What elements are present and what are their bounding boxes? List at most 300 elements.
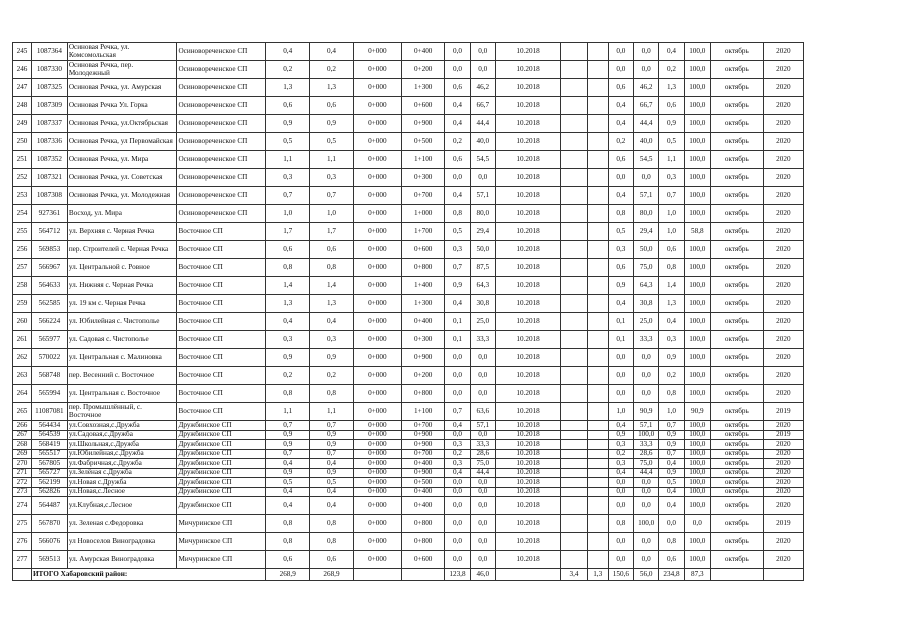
value-g: 100,0 — [684, 97, 710, 115]
row-number: 252 — [13, 169, 32, 187]
value-b — [561, 97, 587, 115]
value-c — [587, 497, 608, 515]
chainage-end: 0+600 — [402, 97, 445, 115]
survey-date: 10.2018 — [495, 259, 560, 277]
street-name: ул. Юбилейная с. Чистополье — [67, 313, 177, 331]
value-d: 0,0 — [608, 487, 633, 497]
table-row — [13, 367, 804, 385]
chainage-start: 0+000 — [353, 205, 402, 223]
value-g: 100,0 — [684, 551, 710, 569]
survey-date: 10.2018 — [495, 43, 560, 61]
settlement-name: Осиновореченское СП — [177, 79, 266, 97]
value-e: 0,0 — [634, 43, 659, 61]
repair-year: 2020 — [763, 43, 803, 61]
value-d: 0,2 — [608, 133, 633, 151]
chainage-end: 0+600 — [402, 241, 445, 259]
length: 1,1 — [266, 403, 310, 421]
row-number: 254 — [13, 205, 32, 223]
value-g: 100,0 — [684, 205, 710, 223]
survey-date: 10.2018 — [495, 151, 560, 169]
value-d: 1,0 — [608, 403, 633, 421]
value-d: 0,5 — [608, 223, 633, 241]
length: 0,2 — [266, 367, 310, 385]
street-name: Осиновая Речка, ул. Советская — [67, 169, 177, 187]
chainage-end: 0+400 — [402, 313, 445, 331]
value-e: 0,0 — [634, 385, 659, 403]
value-b — [561, 459, 587, 469]
value-d: 0,1 — [608, 313, 633, 331]
street-name: Осиновая Речка, ул. Молодежная — [67, 187, 177, 205]
repair-month: октябрь — [710, 459, 763, 469]
value-d: 0,0 — [608, 61, 633, 79]
survey-date: 10.2018 — [495, 169, 560, 187]
repair-year: 2020 — [763, 331, 803, 349]
road-id: 564633 — [31, 277, 67, 295]
repair-month: октябрь — [710, 430, 763, 440]
chainage-start: 0+000 — [353, 259, 402, 277]
value-e: 66,7 — [634, 97, 659, 115]
percent: 33,3 — [470, 331, 495, 349]
table-row — [13, 533, 804, 551]
survey-date: 10.2018 — [495, 331, 560, 349]
total-value-d: 150,6 — [608, 569, 633, 581]
length: 0,6 — [266, 241, 310, 259]
value-g: 58,8 — [684, 223, 710, 241]
value-b — [561, 478, 587, 488]
value-b — [561, 115, 587, 133]
total-value-b: 3,4 — [561, 569, 587, 581]
street-name: ул.Зелёная с.Дружба — [67, 468, 177, 478]
row-number: 270 — [13, 459, 32, 469]
total-value-a: 123,8 — [445, 569, 470, 581]
table-row — [13, 61, 804, 79]
table-row — [13, 79, 804, 97]
survey-date: 10.2018 — [495, 313, 560, 331]
value-g: 100,0 — [684, 295, 710, 313]
length: 0,9 — [266, 349, 310, 367]
length: 0,9 — [266, 115, 310, 133]
percent: 0,0 — [470, 478, 495, 488]
value-c — [587, 277, 608, 295]
row-number: 277 — [13, 551, 32, 569]
row-number: 260 — [13, 313, 32, 331]
row-number: 271 — [13, 468, 32, 478]
value-f: 0,5 — [659, 478, 684, 488]
street-name: ул. Зеленая с.Федоровка — [67, 515, 177, 533]
value-a: 0,9 — [445, 277, 470, 295]
percent: 28,6 — [470, 449, 495, 459]
length: 1,7 — [266, 223, 310, 241]
repair-year: 2020 — [763, 115, 803, 133]
value-f: 0,4 — [659, 487, 684, 497]
value-f: 0,3 — [659, 331, 684, 349]
chainage-end: 1+100 — [402, 403, 445, 421]
row-number: 268 — [13, 440, 32, 450]
table-row — [13, 313, 804, 331]
value-c — [587, 151, 608, 169]
street-name: Осиновая Речка, ул.Октябрьская — [67, 115, 177, 133]
value-b — [561, 187, 587, 205]
repair-month: октябрь — [710, 468, 763, 478]
repair-month: октябрь — [710, 205, 763, 223]
value-e: 57,1 — [634, 187, 659, 205]
value-c — [587, 367, 608, 385]
repair-year: 2019 — [763, 515, 803, 533]
value-f: 0,8 — [659, 259, 684, 277]
value-g: 100,0 — [684, 277, 710, 295]
value-c — [587, 223, 608, 241]
length-2: 1,7 — [310, 223, 353, 241]
value-e: 75,0 — [634, 259, 659, 277]
value-f: 0,5 — [659, 133, 684, 151]
row-number: 272 — [13, 478, 32, 488]
value-e: 46,2 — [634, 79, 659, 97]
value-a: 0,3 — [445, 440, 470, 450]
value-b — [561, 403, 587, 421]
total-row — [13, 569, 804, 581]
street-name: ул Новоселов Виноградовка — [67, 533, 177, 551]
value-d: 0,8 — [608, 515, 633, 533]
chainage-start: 0+000 — [353, 79, 402, 97]
row-number: 276 — [13, 533, 32, 551]
total-value-e: 56,0 — [634, 569, 659, 581]
value-g: 100,0 — [684, 61, 710, 79]
value-a: 0,0 — [445, 61, 470, 79]
table-row — [13, 349, 804, 367]
percent: 66,7 — [470, 97, 495, 115]
chainage-start: 0+000 — [353, 61, 402, 79]
survey-date: 10.2018 — [495, 430, 560, 440]
chainage-end: 0+700 — [402, 421, 445, 431]
value-d: 0,2 — [608, 449, 633, 459]
length-2: 0,7 — [310, 187, 353, 205]
value-f: 0,9 — [659, 440, 684, 450]
value-d: 0,6 — [608, 79, 633, 97]
row-number: 259 — [13, 295, 32, 313]
value-c — [587, 295, 608, 313]
repair-month: октябрь — [710, 367, 763, 385]
value-b — [561, 79, 587, 97]
survey-date: 10.2018 — [495, 533, 560, 551]
table-row — [13, 97, 804, 115]
chainage-start: 0+000 — [353, 459, 402, 469]
value-a: 0,0 — [445, 497, 470, 515]
value-e: 33,3 — [634, 331, 659, 349]
length: 0,9 — [266, 440, 310, 450]
street-name: ул. 19 км с. Черная Речка — [67, 295, 177, 313]
value-e: 64,3 — [634, 277, 659, 295]
value-a: 0,6 — [445, 151, 470, 169]
chainage-start: 0+000 — [353, 487, 402, 497]
value-f: 0,2 — [659, 367, 684, 385]
length-2: 0,7 — [310, 421, 353, 431]
street-name: ул.Клубная,с.Лесное — [67, 497, 177, 515]
length-2: 0,2 — [310, 367, 353, 385]
length: 0,3 — [266, 331, 310, 349]
value-b — [561, 449, 587, 459]
road-table — [12, 42, 804, 581]
chainage-end: 1+100 — [402, 151, 445, 169]
value-a: 0,8 — [445, 205, 470, 223]
chainage-end: 0+400 — [402, 43, 445, 61]
road-id: 1087308 — [31, 187, 67, 205]
value-g: 100,0 — [684, 79, 710, 97]
value-a: 0,0 — [445, 430, 470, 440]
row-number: 249 — [13, 115, 32, 133]
value-c — [587, 440, 608, 450]
table-row — [13, 151, 804, 169]
value-c — [587, 487, 608, 497]
percent: 30,8 — [470, 295, 495, 313]
value-b — [561, 468, 587, 478]
settlement-name: Восточное СП — [177, 295, 266, 313]
repair-year: 2020 — [763, 468, 803, 478]
value-d: 0,8 — [608, 205, 633, 223]
row-number: 264 — [13, 385, 32, 403]
settlement-name: Дружбинское СП — [177, 449, 266, 459]
value-a: 0,3 — [445, 241, 470, 259]
chainage-end: 1+700 — [402, 223, 445, 241]
table-row — [13, 497, 804, 515]
value-d: 0,6 — [608, 259, 633, 277]
percent: 57,1 — [470, 187, 495, 205]
repair-year: 2020 — [763, 259, 803, 277]
table-row — [13, 459, 804, 469]
survey-date: 10.2018 — [495, 295, 560, 313]
value-d: 0,3 — [608, 241, 633, 259]
survey-date: 10.2018 — [495, 468, 560, 478]
settlement-name: Осиновореченское СП — [177, 43, 266, 61]
value-b — [561, 133, 587, 151]
survey-date: 10.2018 — [495, 115, 560, 133]
repair-year: 2020 — [763, 79, 803, 97]
value-e: 30,8 — [634, 295, 659, 313]
value-e: 44,4 — [634, 115, 659, 133]
length-2: 0,9 — [310, 440, 353, 450]
repair-month: октябрь — [710, 61, 763, 79]
value-c — [587, 421, 608, 431]
road-id: 565994 — [31, 385, 67, 403]
length-2: 0,8 — [310, 259, 353, 277]
value-a: 0,4 — [445, 187, 470, 205]
repair-year: 2020 — [763, 277, 803, 295]
value-a: 0,4 — [445, 468, 470, 478]
value-a: 0,4 — [445, 421, 470, 431]
value-e: 33,3 — [634, 440, 659, 450]
road-id: 568419 — [31, 440, 67, 450]
length: 1,4 — [266, 277, 310, 295]
table-row — [13, 440, 804, 450]
table-row — [13, 449, 804, 459]
value-c — [587, 331, 608, 349]
chainage-end: 0+900 — [402, 430, 445, 440]
percent: 0,0 — [470, 551, 495, 569]
chainage-start: 0+000 — [353, 421, 402, 431]
repair-month: октябрь — [710, 478, 763, 488]
length: 0,4 — [266, 459, 310, 469]
value-g: 100,0 — [684, 478, 710, 488]
value-g: 100,0 — [684, 449, 710, 459]
street-name: пер. Весенний с. Восточное — [67, 367, 177, 385]
value-c — [587, 449, 608, 459]
chainage-start: 0+000 — [353, 551, 402, 569]
road-id: 565517 — [31, 449, 67, 459]
chainage-end: 0+700 — [402, 449, 445, 459]
length: 0,5 — [266, 133, 310, 151]
value-f: 0,4 — [659, 43, 684, 61]
length-2: 0,3 — [310, 331, 353, 349]
road-id: 1087309 — [31, 97, 67, 115]
repair-year: 2020 — [763, 349, 803, 367]
value-f: 1,0 — [659, 205, 684, 223]
length: 0,7 — [266, 421, 310, 431]
percent: 0,0 — [470, 61, 495, 79]
survey-date: 10.2018 — [495, 449, 560, 459]
percent: 50,0 — [470, 241, 495, 259]
value-e: 0,0 — [634, 551, 659, 569]
repair-month: октябрь — [710, 385, 763, 403]
repair-year: 2019 — [763, 430, 803, 440]
value-b — [561, 169, 587, 187]
chainage-start: 0+000 — [353, 478, 402, 488]
value-c — [587, 241, 608, 259]
length: 0,6 — [266, 97, 310, 115]
street-name: Осиновая Речка, пер. Молодежный — [67, 61, 177, 79]
value-g: 100,0 — [684, 440, 710, 450]
total-label: ИТОГО Хабаровский район: — [31, 569, 265, 581]
total-length: 268,9 — [266, 569, 310, 581]
value-e: 40,0 — [634, 133, 659, 151]
chainage-end: 0+800 — [402, 385, 445, 403]
row-number: 248 — [13, 97, 32, 115]
road-id: 564434 — [31, 421, 67, 431]
table-row — [13, 487, 804, 497]
value-b — [561, 205, 587, 223]
repair-year: 2020 — [763, 241, 803, 259]
value-d: 0,4 — [608, 97, 633, 115]
length-2: 1,4 — [310, 277, 353, 295]
value-f: 0,2 — [659, 61, 684, 79]
value-b — [561, 515, 587, 533]
value-b — [561, 421, 587, 431]
chainage-start: 0+000 — [353, 241, 402, 259]
repair-year: 2020 — [763, 440, 803, 450]
survey-date: 10.2018 — [495, 241, 560, 259]
percent: 75,0 — [470, 459, 495, 469]
total-value-g: 87,3 — [684, 569, 710, 581]
value-f: 0,7 — [659, 187, 684, 205]
value-b — [561, 223, 587, 241]
value-f: 0,9 — [659, 468, 684, 478]
percent: 0,0 — [470, 487, 495, 497]
chainage-start: 0+000 — [353, 223, 402, 241]
value-g: 100,0 — [684, 169, 710, 187]
percent: 29,4 — [470, 223, 495, 241]
chainage-end: 0+300 — [402, 169, 445, 187]
street-name: Осиновая Речка, ул. Комсомольская — [67, 43, 177, 61]
value-c — [587, 169, 608, 187]
street-name: пер. Строителей с. Черная Речка — [67, 241, 177, 259]
street-name: ул. Центральной с. Ровное — [67, 259, 177, 277]
value-a: 0,0 — [445, 385, 470, 403]
value-a: 0,0 — [445, 367, 470, 385]
settlement-name: Осиновореченское СП — [177, 187, 266, 205]
survey-date: 10.2018 — [495, 349, 560, 367]
value-a: 0,0 — [445, 478, 470, 488]
survey-date: 10.2018 — [495, 551, 560, 569]
length: 0,2 — [266, 61, 310, 79]
repair-year: 2020 — [763, 295, 803, 313]
value-e: 0,0 — [634, 61, 659, 79]
settlement-name: Дружбинское СП — [177, 440, 266, 450]
repair-month: октябрь — [710, 151, 763, 169]
repair-year: 2020 — [763, 97, 803, 115]
chainage-end: 1+400 — [402, 277, 445, 295]
chainage-end: 0+300 — [402, 331, 445, 349]
value-f: 0,9 — [659, 115, 684, 133]
chainage-start: 0+000 — [353, 349, 402, 367]
value-g: 100,0 — [684, 331, 710, 349]
repair-month: октябрь — [710, 449, 763, 459]
length: 0,7 — [266, 449, 310, 459]
length-2: 0,4 — [310, 487, 353, 497]
settlement-name: Дружбинское СП — [177, 421, 266, 431]
repair-year: 2020 — [763, 551, 803, 569]
value-g: 100,0 — [684, 349, 710, 367]
repair-month: октябрь — [710, 133, 763, 151]
value-g: 100,0 — [684, 367, 710, 385]
street-name: ул. Садовая с. Чистополье — [67, 331, 177, 349]
chainage-start: 0+000 — [353, 430, 402, 440]
value-c — [587, 133, 608, 151]
value-d: 0,0 — [608, 169, 633, 187]
percent: 0,0 — [470, 349, 495, 367]
length-2: 0,8 — [310, 385, 353, 403]
survey-date: 10.2018 — [495, 367, 560, 385]
value-c — [587, 403, 608, 421]
survey-date: 10.2018 — [495, 79, 560, 97]
value-c — [587, 468, 608, 478]
length-2: 1,3 — [310, 79, 353, 97]
value-a: 0,1 — [445, 313, 470, 331]
value-a: 0,1 — [445, 331, 470, 349]
chainage-end: 0+900 — [402, 440, 445, 450]
row-number: 261 — [13, 331, 32, 349]
value-e: 0,0 — [634, 169, 659, 187]
value-g: 100,0 — [684, 385, 710, 403]
value-e: 44,4 — [634, 468, 659, 478]
value-g: 100,0 — [684, 115, 710, 133]
length: 1,3 — [266, 79, 310, 97]
value-c — [587, 515, 608, 533]
settlement-name: Дружбинское СП — [177, 430, 266, 440]
chainage-start: 0+000 — [353, 133, 402, 151]
chainage-end: 1+000 — [402, 205, 445, 223]
percent: 44,4 — [470, 115, 495, 133]
total-length-2: 268,9 — [310, 569, 353, 581]
value-a: 0,0 — [445, 533, 470, 551]
value-g: 100,0 — [684, 430, 710, 440]
repair-month: октябрь — [710, 515, 763, 533]
chainage-end: 0+900 — [402, 115, 445, 133]
repair-year: 2020 — [763, 61, 803, 79]
repair-year: 2020 — [763, 223, 803, 241]
value-d: 0,1 — [608, 331, 633, 349]
survey-date: 10.2018 — [495, 277, 560, 295]
chainage-end: 1+300 — [402, 79, 445, 97]
value-b — [561, 61, 587, 79]
chainage-end: 0+500 — [402, 478, 445, 488]
